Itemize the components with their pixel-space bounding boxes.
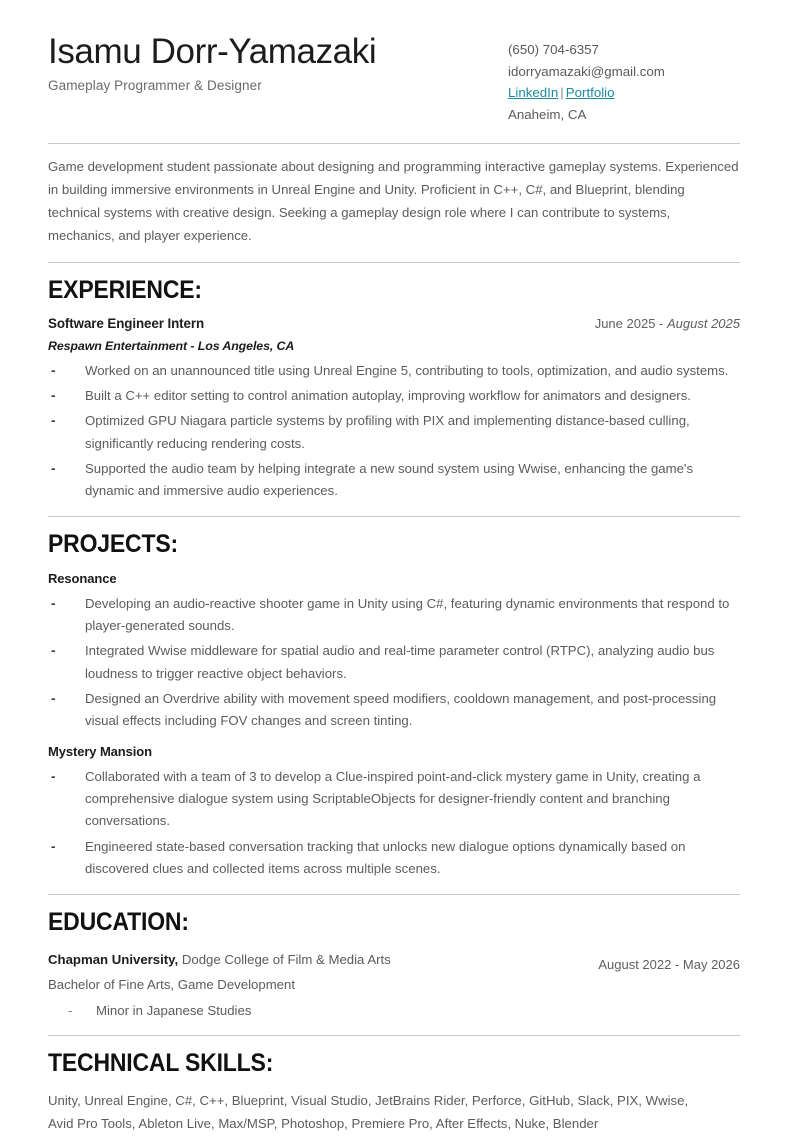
bullet-text: Supported the audio team by helping integrate a new sound system using Wwise, enhancing the game's dynamic and immersive audio experiences. [85, 460, 694, 498]
summary-divider [48, 262, 740, 263]
education-details [48, 949, 391, 996]
education-school [48, 949, 391, 970]
link-separator: | [560, 85, 564, 101]
list-item [48, 1000, 740, 1021]
contact-phone: (650) 704-6357 [508, 42, 599, 57]
list-item [48, 593, 740, 637]
section-title-education: EDUCATION: [48, 907, 189, 936]
project-name: Mystery Mansion [48, 744, 152, 760]
bullet-text: Optimized GPU Niagara particle systems by profiling with PIX and implementing distance-based culling, significantly reducing rendering costs. [85, 413, 690, 451]
header-divider [48, 143, 740, 144]
bullet-dash-icon: - [51, 596, 56, 612]
experience-bullet-list [48, 360, 740, 502]
contact-block [508, 28, 740, 125]
experience-date-end: August 2025 [666, 316, 740, 331]
education-bullet-list [48, 1000, 740, 1021]
skills-list [48, 1090, 740, 1136]
bullet-dash-icon: - [51, 643, 56, 659]
contact-location: Anaheim, CA [508, 106, 587, 122]
project-entry-mystery-mansion [48, 744, 740, 880]
bullet-text: Engineered state-based conversation tracking that unlocks new dialogue options dynamically based on discovered clues and collected items across multiple scenes. [85, 838, 686, 876]
bullet-dash-icon: - [51, 769, 56, 785]
experience-organization: Respawn Entertainment - Los Angeles, CA [48, 339, 295, 353]
project-bullet-list [48, 593, 740, 732]
contact-links [508, 82, 740, 104]
bullet-dash-icon: - [51, 690, 56, 706]
bullet-text: Developing an audio-reactive shooter game in Unity using C#, featuring dynamic environments that respond to player-generated sounds. [85, 596, 730, 634]
experience-date-range [595, 316, 740, 331]
portfolio-link[interactable]: Portfolio [565, 85, 615, 101]
projects-divider [48, 894, 740, 895]
education-college: Dodge College of Film & Media Arts [178, 951, 391, 967]
linkedin-link[interactable]: LinkedIn [508, 85, 559, 101]
project-bullet-list [48, 766, 740, 880]
skills-line-2: Avid Pro Tools, Ableton Live, Max/MSP, Photoshop, Premiere Pro, After Effects, Nuke, Blender [48, 1116, 599, 1132]
section-title-skills: TECHNICAL SKILLS: [48, 1049, 274, 1078]
section-title-experience: EXPERIENCE: [48, 276, 202, 304]
identity-block [48, 28, 376, 93]
bullet-text: Worked on an unannounced title using Unreal Engine 5, contributing to tools, optimization, and audio systems. [85, 363, 729, 378]
experience-entry [48, 316, 740, 502]
experience-entry-head [48, 316, 740, 331]
experience-job-title: Software Engineer Intern [48, 316, 205, 331]
bullet-text: Integrated Wwise middleware for spatial audio and real-time parameter control (RTPC), analyzing audio bus loudness to trigger reactive object behaviors. [85, 643, 715, 681]
education-date-range: August 2022 - May 2026 [598, 956, 740, 972]
bullet-text: Minor in Japanese Studies [96, 1002, 252, 1018]
bullet-text: Collaborated with a team of 3 to develop a Clue-inspired point-and-click mystery game in Unity, creating a comprehensive dialogue system using ScriptableObjects for designer-friendly content and branching conversations. [85, 769, 701, 829]
candidate-headline: Gameplay Programmer & Designer [48, 78, 262, 94]
bullet-text: Built a C++ editor setting to control animation autoplay, improving workflow for animators and designers. [85, 388, 691, 404]
candidate-name: Isamu Dorr-Yamazaki [48, 32, 377, 71]
bullet-dash-icon: - [51, 388, 56, 404]
bullet-text: Designed an Overdrive ability with movement speed modifiers, cooldown management, and post-processing visual effects including FOV changes and screen tinting. [85, 690, 717, 728]
contact-email: idorryamazaki@gmail.com [508, 63, 665, 79]
list-item [48, 640, 740, 684]
bullet-dash-icon: - [51, 838, 56, 854]
list-item [48, 458, 740, 502]
project-entry-resonance [48, 571, 740, 732]
education-degree: Bachelor of Fine Arts, Game Development [48, 977, 296, 993]
education-divider [48, 1035, 740, 1036]
bullet-dash-icon: - [51, 363, 56, 378]
project-name: Resonance [48, 571, 117, 587]
experience-date-start: June 2025 - [594, 316, 667, 331]
list-item [48, 836, 740, 880]
bullet-dash-icon: - [51, 460, 56, 476]
education-school-name: Chapman University, [48, 951, 179, 967]
list-item [48, 410, 740, 454]
professional-summary: Game development student passionate about designing and programming interactive gameplay systems. Experienced in building immersive environments in Unreal Engine and Unity. Proficient in C++, C#, and Blueprint, blending technical systems with creative design. Seeking a gameplay design role where I can contribute to systems, mechanics, and player experience. [48, 159, 739, 244]
experience-divider [48, 516, 740, 517]
list-item [48, 688, 740, 732]
bullet-dash-icon: - [51, 413, 56, 429]
list-item [48, 385, 740, 407]
education-entry [48, 949, 740, 996]
bullet-dash-icon: - [68, 1002, 73, 1018]
resume-header [48, 28, 740, 125]
list-item [48, 360, 740, 382]
skills-line-1: Unity, Unreal Engine, C#, C++, Blueprint, Visual Studio, JetBrains Rider, Perforce, GitHub, Slack, PIX, Wwise, [48, 1093, 689, 1109]
list-item [48, 766, 740, 833]
section-title-projects: PROJECTS: [48, 530, 178, 559]
